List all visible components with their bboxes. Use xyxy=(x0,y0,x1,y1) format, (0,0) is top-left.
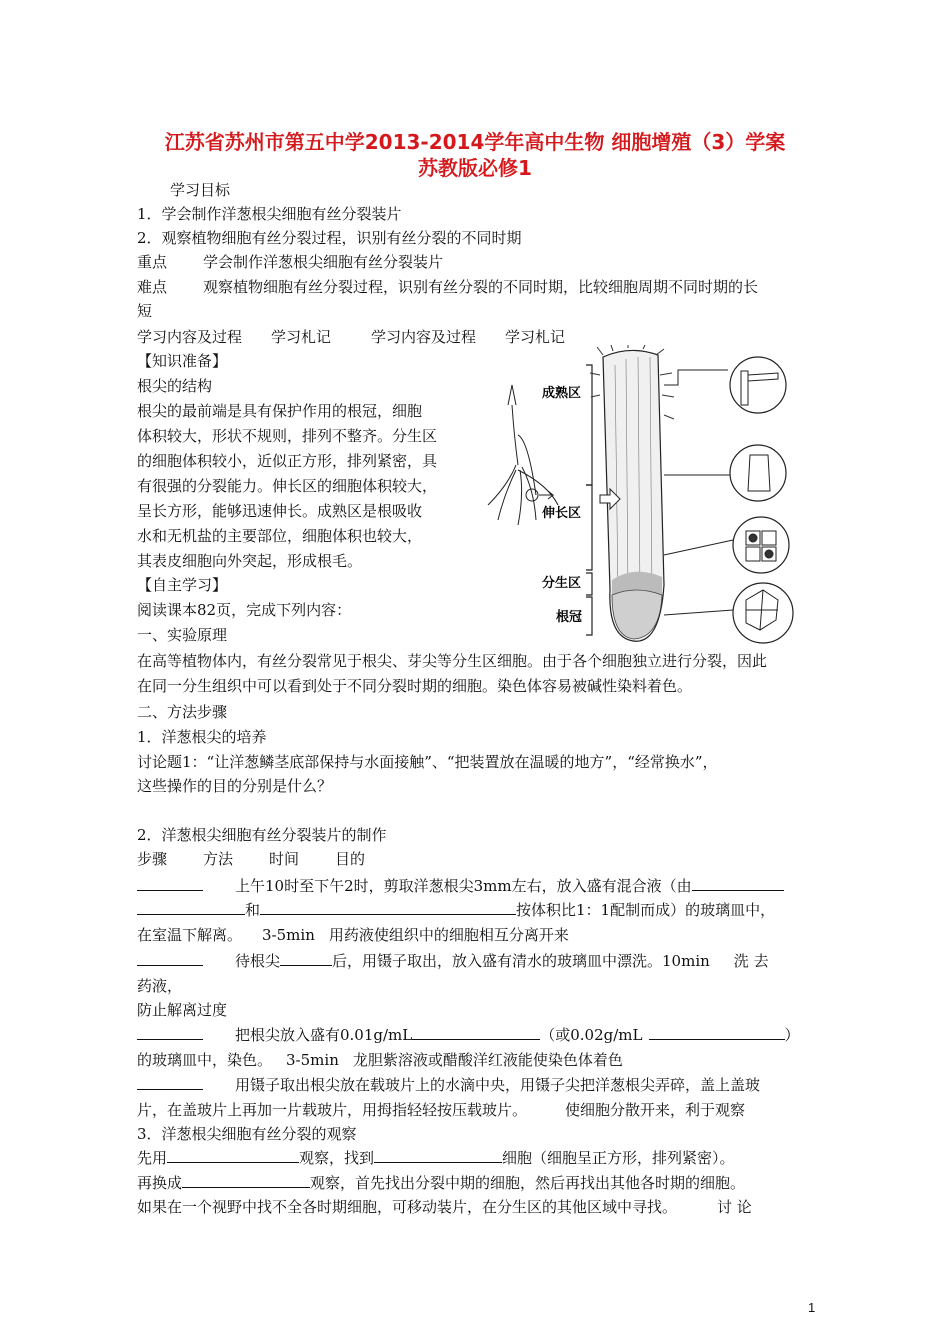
r1b: 和 xyxy=(245,901,261,919)
blank-rinse[interactable] xyxy=(280,951,332,966)
mature-cell-detail xyxy=(730,357,786,413)
difficulty-point xyxy=(137,277,758,297)
row-stain-2 xyxy=(137,1050,623,1070)
col-notes-1: 学习札记 xyxy=(271,328,332,346)
blank-stain-2[interactable] xyxy=(649,1025,785,1040)
observe-1 xyxy=(137,1148,735,1168)
col-content-2: 学习内容及过程 xyxy=(371,328,477,346)
question-1b: 这些操作的目的分别是什么？ xyxy=(137,777,333,795)
principle-line-1: 在高等植物体内，有丝分裂常见于根尖、芽尖等分生区细胞。由于各个细胞独立进行分裂，因此 xyxy=(137,652,768,670)
prep-line-6: 水和无机盐的主要部位，细胞体积也较大， xyxy=(137,527,423,545)
difficulty-cont: 短 xyxy=(137,302,153,320)
doc-title-line2: 苏教版必修1 xyxy=(418,156,532,180)
row-dissociation-3 xyxy=(137,925,569,945)
head-time: 时间 xyxy=(269,850,300,868)
onion-plant-sketch xyxy=(488,385,558,525)
row-rinse xyxy=(137,951,769,971)
principle-line-2: 在同一分生组织中可以看到处于不同分裂时期的细胞。染色体容易被碱性染料着色。 xyxy=(137,677,693,695)
row-smear-2 xyxy=(137,1100,745,1120)
blank-step-3[interactable] xyxy=(137,1025,203,1040)
root-body xyxy=(590,345,674,641)
o1a: 先用 xyxy=(137,1149,168,1167)
blank-objective-low[interactable] xyxy=(167,1148,299,1163)
r4b: 片，在盖玻片上再加一片载玻片，用拇指轻轻按压载玻片。 xyxy=(137,1101,528,1119)
prep-line-7: 其表皮细胞向外突起，形成根毛。 xyxy=(137,552,363,570)
o1b: 观察，找到 xyxy=(299,1149,375,1167)
label-mature-zone: 成熟区 xyxy=(542,386,582,401)
blank-objective-high[interactable] xyxy=(182,1173,310,1188)
key-label: 重点 xyxy=(137,253,168,271)
step-3-heading: 3．洋葱根尖细胞有丝分裂的观察 xyxy=(137,1125,357,1143)
label-root-cap: 根冠 xyxy=(556,610,583,625)
prep-subheading: 根尖的结构 xyxy=(137,377,213,395)
o1c: 细胞（细胞呈正方形，排列紧密）。 xyxy=(502,1149,735,1167)
root-tip-illustration xyxy=(478,345,818,645)
diff-label: 难点 xyxy=(137,278,168,296)
zone-brackets xyxy=(586,365,592,635)
self-heading: 【自主学习】 xyxy=(137,576,228,594)
o2a: 再换成 xyxy=(137,1174,183,1192)
o2b: 观察，首先找出分裂中期的细胞，然后再找出其他各时期的细胞。 xyxy=(310,1174,746,1192)
o3b: 讨 论 xyxy=(717,1198,752,1216)
head-goal: 目的 xyxy=(335,850,366,868)
prep-line-3: 的细胞体积较小，近似正方形，排列紧密，具 xyxy=(137,452,438,470)
prep-heading: 【知识准备】 xyxy=(137,352,228,370)
r1a: 上午10时至下午2时，剪取洋葱根尖3mm左右，放入盛有混合液（由 xyxy=(235,877,692,895)
table-header xyxy=(137,327,565,347)
head-step: 步骤 xyxy=(137,850,168,868)
meristem-cell-detail xyxy=(733,517,789,573)
r3c: ） xyxy=(784,1026,800,1044)
cell-detail-circles xyxy=(730,357,793,643)
observe-3 xyxy=(137,1197,752,1217)
observe-2 xyxy=(137,1173,745,1193)
section-principle: 一、实验原理 xyxy=(137,626,228,644)
label-meristem-zone: 分生区 xyxy=(542,576,582,591)
blank-stain-1[interactable] xyxy=(412,1025,540,1040)
step-2-heading: 2．洋葱根尖细胞有丝分裂装片的制作 xyxy=(137,826,387,844)
row-stain xyxy=(137,1025,800,1045)
diff-text: 观察植物细胞有丝分裂过程，识别有丝分裂的不同时期，比较细胞周期不同时期的长 xyxy=(203,278,759,296)
row-rinse-3: 防止解离过度 xyxy=(137,1001,228,1019)
o3a: 如果在一个视野中找不全各时期细胞，可移动装片，在分生区的其他区域中寻找。 xyxy=(137,1198,678,1216)
r2b: 后，用镊子取出，放入盛有清水的玻璃皿中漂洗。10min xyxy=(332,952,710,970)
blank-solution-1[interactable] xyxy=(692,876,784,891)
step-1-heading: 1．洋葱根尖的培养 xyxy=(137,728,267,746)
elongation-cell-detail xyxy=(730,445,786,501)
col-content-1: 学习内容及过程 xyxy=(137,328,243,346)
objectives-heading: 学习目标 xyxy=(170,181,231,199)
blank-solution-1b[interactable] xyxy=(137,900,245,915)
row-smear xyxy=(137,1075,760,1095)
r3f: 龙胆紫溶液或醋酸洋红液能使染色体着色 xyxy=(352,1051,623,1069)
head-method: 方法 xyxy=(203,850,234,868)
col-notes-2: 学习札记 xyxy=(505,328,566,346)
prep-line-4: 有很强的分裂能力。伸长区的细胞体积较大， xyxy=(137,477,438,495)
key-text: 学会制作洋葱根尖细胞有丝分裂装片 xyxy=(203,253,444,271)
leader-lines xyxy=(664,370,733,615)
r1c: 按体积比1：1配制而成）的玻璃皿中， xyxy=(516,901,776,919)
row-rinse-2: 药液， xyxy=(137,977,183,995)
section-method: 二、方法步骤 xyxy=(137,703,228,721)
doc-title-line1: 江苏省苏州市第五中学2013-2014学年高中生物 细胞增殖（3）学案 xyxy=(164,130,786,154)
r4a: 用镊子取出根尖放在载玻片上的水滴中央，用镊子尖把洋葱根尖弄碎，盖上盖玻 xyxy=(235,1076,761,1094)
page-number: 1 xyxy=(808,1300,816,1315)
r2a: 待根尖 xyxy=(235,952,281,970)
question-1a: 讨论题1：“让洋葱鳞茎底部保持与水面接触”、“把装置放在温暖的地方”，“经常换水”， xyxy=(137,753,718,771)
r1e: 3-5min xyxy=(262,926,315,944)
self-read: 阅读课本82页，完成下列内容： xyxy=(137,601,352,619)
row-dissociation-2 xyxy=(137,900,775,920)
blank-step-2[interactable] xyxy=(137,951,203,966)
key-point xyxy=(137,252,443,272)
root-tip-figure xyxy=(478,345,818,645)
r1d: 在室温下解离。 xyxy=(137,926,243,944)
r3e: 3-5min xyxy=(286,1051,339,1069)
label-elongation-zone: 伸长区 xyxy=(542,506,582,521)
r3a: 把根尖放入盛有0.01g/mL xyxy=(235,1026,413,1044)
row-dissociation xyxy=(137,876,784,896)
r1f: 用药液使组织中的细胞相互分离开来 xyxy=(328,926,569,944)
prep-line-2: 体积较大，形状不规则，排列不整齐。分生区 xyxy=(137,427,438,445)
r2c: 洗 去 xyxy=(733,952,769,970)
blank-cell-zone[interactable] xyxy=(374,1148,502,1163)
r4c: 使细胞分散开来，利于观察 xyxy=(565,1101,746,1119)
blank-step-4[interactable] xyxy=(137,1075,203,1090)
prep-line-5: 呈长方形，能够迅速伸长。成熟区是根吸收 xyxy=(137,502,423,520)
objective-1: 1．学会制作洋葱根尖细胞有丝分裂装片 xyxy=(137,205,402,223)
prep-line-1: 根尖的最前端是具有保护作用的根冠，细胞 xyxy=(137,402,423,420)
r3d: 的玻璃皿中，染色。 xyxy=(137,1051,273,1069)
blank-step-1[interactable] xyxy=(137,876,203,891)
objective-2: 2．观察植物细胞有丝分裂过程，识别有丝分裂的不同时期 xyxy=(137,229,522,247)
blank-solution-2[interactable] xyxy=(260,900,516,915)
step-table-header xyxy=(137,849,365,869)
r3b: （或0.02g/mL xyxy=(540,1026,643,1044)
